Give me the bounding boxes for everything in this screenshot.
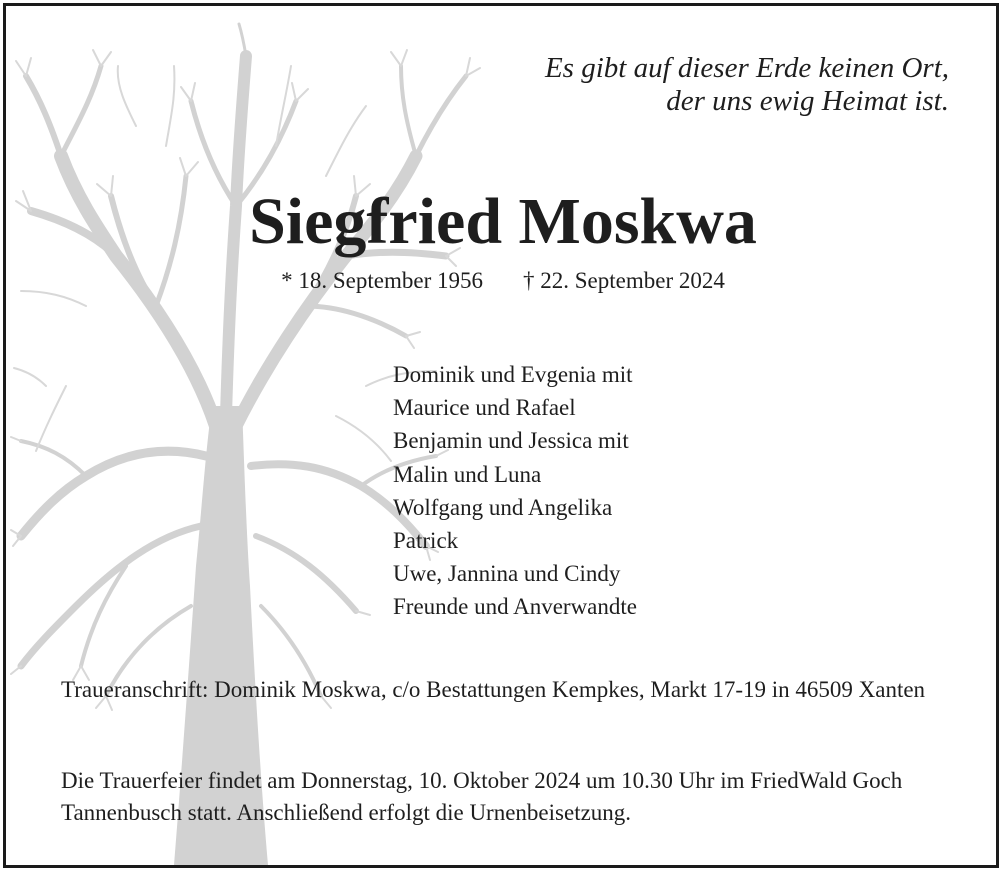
mourner-line: Wolfgang und Angelika xyxy=(393,494,613,520)
life-dates xyxy=(6,266,999,296)
death-date: † 22. September 2024 xyxy=(523,268,725,293)
mourner-line: Benjamin und Jessica mit xyxy=(393,428,629,454)
mourner-line: Freunde und Anverwandte xyxy=(393,594,637,620)
mourning-address: Traueranschrift: Dominik Moskwa, c/o Bestattungen Kempkes, Markt 17-19 in 46509 Xanten xyxy=(61,677,926,702)
mourner-line: Patrick xyxy=(393,528,459,554)
mourners-list xyxy=(393,358,637,624)
birth-date: * 18. September 1956 xyxy=(281,268,483,293)
motto-quote xyxy=(545,52,949,118)
mourner-line: Maurice und Rafael xyxy=(393,395,576,421)
motto-line-2: der uns ewig Heimat ist. xyxy=(666,85,949,117)
deceased-name: Siegfried Moskwa xyxy=(249,185,757,258)
mourner-line: Malin und Luna xyxy=(393,461,542,487)
mourner-line: Dominik und Evgenia mit xyxy=(393,362,633,387)
motto-line-1: Es gibt auf dieser Erde keinen Ort, xyxy=(544,52,949,84)
mourner-line: Uwe, Jannina und Cindy xyxy=(393,561,621,587)
obituary-card xyxy=(3,3,999,868)
funeral-service-info: Die Trauerfeier findet am Donnerstag, 10. Oktober 2024 um 10.30 Uhr im FriedWald Goch Tannenbusch statt. Anschließend erfolgt die Urnenbeisetzung. xyxy=(61,768,903,825)
